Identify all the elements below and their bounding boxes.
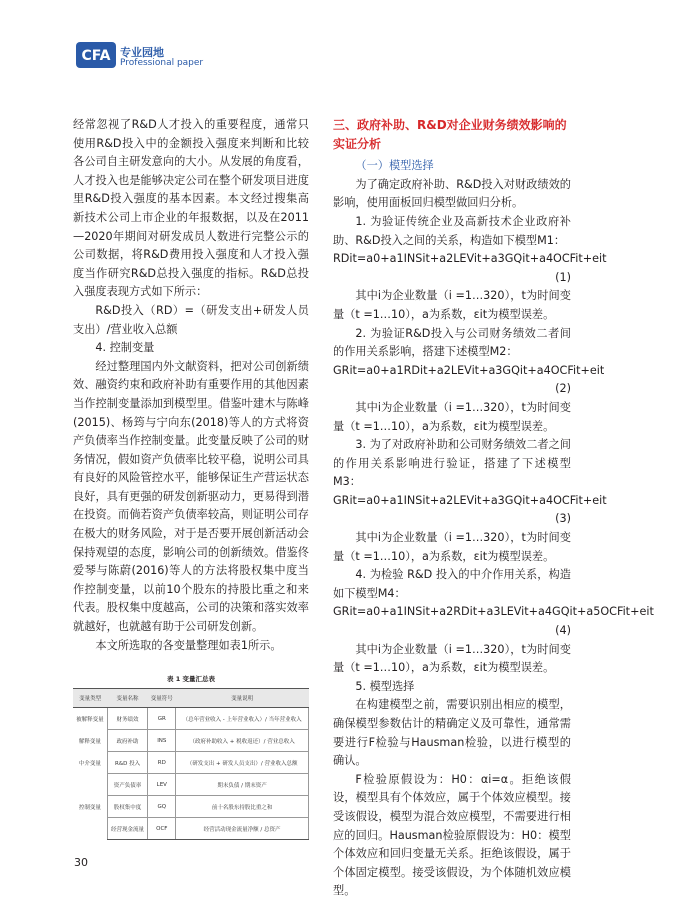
paragraph: 本文所选取的各变量整理如表1所示。 (95, 638, 282, 652)
table-header-row (73, 689, 309, 708)
table-cell: （总年营业收入 - 上年营业收入）/ 当年营业收入 (176, 708, 309, 730)
table-cell: 被解释变量 (76, 716, 104, 723)
variable-table (73, 688, 309, 840)
paragraph: 在构建模型之前，需要识别出相应的模型，确保模型参数估计的精确定义及可靠性，通常需要进行F检验与Hausman检验，以进行模型的确认。 (333, 698, 571, 768)
table-title: 表 1 变量汇总表 (166, 675, 216, 683)
left-column (73, 116, 309, 655)
table-cell: GR (148, 708, 176, 730)
equation-number: (1) (555, 270, 571, 284)
equation-number: (4) (555, 624, 571, 638)
paragraph: 经过整理国内外文献资料，把对公司创新绩效、融资约束和政府补助有重要作用的其他因素当作控制变量添加到模型里。借鉴叶建木与陈峰(2015)、杨筠与宁向东(2018)等人的方式将资产负债率当作控制变量。此变量反映了公司的财务情况，假如资产负债率比较平稳，说明公司具有良好的风险管控水平，能够保证生产营运状态良好，具有更强的研发创新驱动力，更易得到潜在投资。而倘若资产负债率较高，则证明公司存在极大的财务风险，对于是否要开展创新活动会保持观望的态度，影响公司的创新绩效。借鉴佟爱琴与陈蔚(2016)等人的方法将股权集中度当作控制变量，以前10个股东的持股比重之和来代表。股权集中度越高，公司的决策和落实效率就越好，也就越有助于公司研发创新。 (73, 359, 309, 634)
cfa-logo-icon (76, 42, 116, 68)
model-m1-equation: RDit=a0+a1INSit+a2LEVit+a3GQit+a4OCFit+eit (333, 252, 607, 266)
page-number: 30 (74, 856, 88, 869)
model-m3-note: 其中i为企业数量（i =1…320），t为时间变量（t =1…10），a为系数，εit为模型误差。 (333, 531, 571, 563)
table-header-cell: 变量名称 (107, 689, 148, 708)
model-m2-note: 其中i为企业数量（i =1…320），t为时间变量（t =1…10），a为系数，εit为模型误差。 (333, 400, 571, 433)
model-m2-lead: 2. 为验证R&D投入与公司财务绩效二者间的作用关系影响，搭建下述模型M2： (333, 326, 571, 359)
heading-control-variables: 4. 控制变量 (95, 341, 155, 355)
table-cell: 前十名股东持股比重之和 (176, 796, 309, 818)
subsection-title: （一）模型选择 (355, 159, 434, 173)
table-cell: LEV (148, 774, 176, 796)
table-cell: 控制变量 (78, 804, 101, 811)
equation-number: (3) (555, 512, 571, 526)
model-m3-equation: GRit=a0+a1INSit+a2LEVit+a3GQit+a4OCFit+eit (333, 493, 607, 507)
model-m4-note: 其中i为企业数量（i =1…320），t为时间变量（t =1…10），a为系数，εit为模型误差。 (333, 642, 571, 675)
table-row (73, 796, 309, 818)
paragraph: 经常忽视了R&D人才投入的重要程度，通常只使用R&D投入中的金额投入强度来判断和比较各公司自主研发意向的大小。从发展的角度看，人才投入也是能够决定公司在整个研发项目进度里R&D投入强度的基本因素。本文经过搜集高新技术公司上市企业的年报数据，以及在2011—2020年期间对研发成员人数进行完整公示的公司数据，将R&D费用投入强度和人才投入强度当作研究R&D总投入强度的指标。R&D总投入强度表现方式如下所示： (73, 118, 309, 299)
model-m4-lead: 4. 为检验 R&D 投入的中介作用关系，构造如下模型M4： (333, 568, 571, 600)
paragraph: F检验原假设为：H0：αi=α。拒绝该假设，模型具有个体效应，属于个体效应模型。接受该假设，模型为混合效应模型，不需要进行相应的回归。Hausman检验原假设为：H0：模型个体效应和回归变量无关系。拒绝该假设，属于个体固定模型。接受该假设，为个体随机效应模型。 (333, 772, 571, 898)
model-m1-note: 其中i为企业数量（i =1…320），t为时间变量（t =1…10），a为系数，εit为模型误差。 (333, 289, 571, 321)
table-cell: RD (148, 752, 176, 774)
column-name-en: Professional paper (120, 58, 204, 68)
table-cell: 财务绩效 (107, 708, 148, 730)
table-row (73, 774, 309, 796)
table-header-cell: 变量符号 (148, 689, 176, 708)
table-cell: 经营现金流量 (107, 818, 148, 840)
table-cell: INS (148, 730, 176, 752)
model-m1-lead: 1. 为验证传统企业及高新技术企业政府补助、R&D投入之间的关系，构造如下模型M1： (333, 214, 571, 247)
model-m4-equation: GRit=a0+a1INSit+a2RDit+a3LEVit+a4GQit+a5OCFit+eit (333, 605, 654, 619)
table-header-cell: 变量说明 (176, 689, 309, 708)
table-cell: 政府补助 (107, 730, 148, 752)
table-cell: OCF (148, 818, 176, 840)
table-row (73, 818, 309, 840)
formula-rd: R&D投入（RD）=（研发支出+研发人员支出）/营业收入总额 (73, 303, 309, 336)
table-cell: GQ (148, 796, 176, 818)
step5-title: 5. 模型选择 (355, 679, 415, 693)
model-m3-lead: 3. 为了对政府补助和公司财务绩效二者之间的作用关系影响进行验证，搭建了下述模型 M3： (333, 438, 571, 489)
table-header-cell: 变量类型 (73, 689, 107, 708)
table-cell: 资产负债率 (107, 774, 148, 796)
table-cell: 经营活动现金流量净额 / 总资产 (176, 818, 309, 840)
table-cell: 股权集中度 (107, 796, 148, 818)
column-name-cn: 专业园地 (120, 46, 164, 59)
table-cell: （政府补助收入 + 税收返还）/ 营业总收入 (176, 730, 309, 752)
table-cell: R&D 投入 (107, 752, 148, 774)
table-row (73, 752, 309, 774)
table-row (73, 708, 309, 730)
section-title: 三、政府补助、R&D对企业财务绩效影响的实证分析 (333, 118, 567, 151)
table-row (73, 730, 309, 752)
model-m2-equation: GRit=a0+a1RDit+a2LEVit+a3GQit+a4OCFit+eit (333, 363, 605, 377)
table-cell: 中介变量 (78, 760, 101, 767)
equation-number: (2) (555, 382, 571, 396)
table-cell: （研发支出 + 研发人员支出）/ 营业收入总额 (176, 752, 309, 774)
right-column (333, 116, 654, 901)
logo-text: CFA (81, 48, 111, 64)
table-cell: 期末负债 / 期末资产 (176, 774, 309, 796)
paragraph: 为了确定政府补助、R&D投入对财政绩效的影响，使用面板回归模型做回归分析。 (333, 177, 571, 210)
table-cell: 解释变量 (78, 738, 101, 745)
